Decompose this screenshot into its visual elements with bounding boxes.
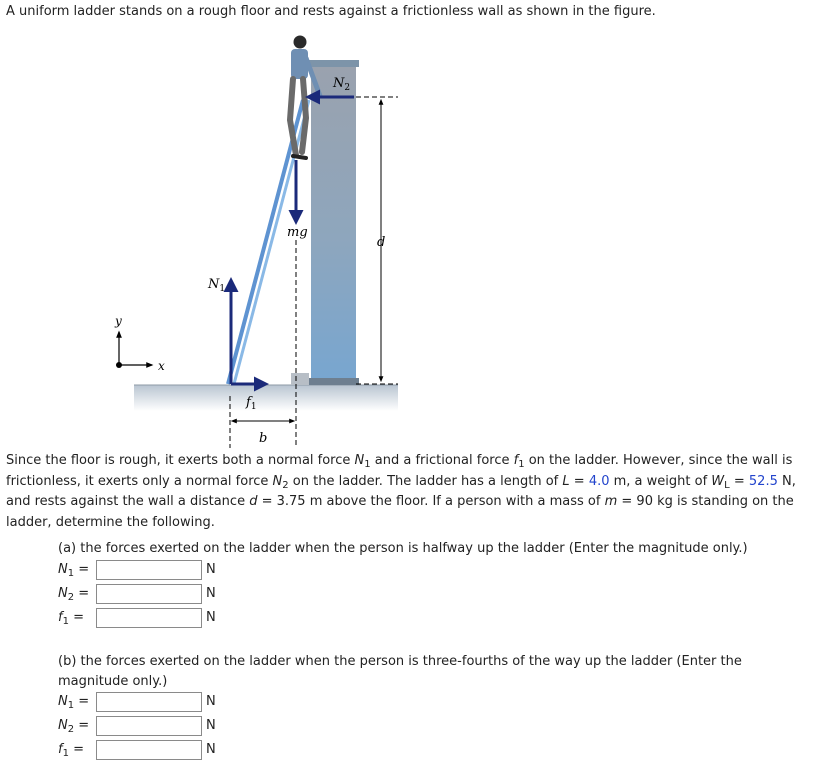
part-a-f1-unit: N: [206, 610, 216, 625]
part-b-n2-input[interactable]: [96, 716, 202, 736]
ladder-length-value: 4.0: [588, 473, 610, 489]
d-label: d: [377, 235, 386, 250]
part-b-n2-label: $N_2$ =: [58, 718, 90, 735]
wall: [311, 64, 356, 380]
part-a-f1-input[interactable]: [96, 608, 202, 628]
part-a-n1-unit: N: [206, 562, 216, 577]
part-b-prompt: (b) the forces exerted on the ladder when the person is three-fourths of the way up the ladder (Enter the magnitude only.): [58, 654, 742, 689]
mg-label: mg: [287, 225, 308, 240]
b-label: b: [259, 431, 268, 446]
part-a-n2-label: $N_2$ =: [58, 586, 90, 603]
problem-intro: A uniform ladder stands on a rough floor and rests against a frictionless wall as shown in the figure.: [6, 4, 656, 19]
n1-label: $N_1$: [208, 277, 226, 294]
problem-paragraph: Since the floor is rough, it exerts both a normal force $N_1$ and a frictional force $f_1$ on the ladder. However, since the wall is frictionless, it exerts only a normal force $N_2$ on the ladder. The ladder has a length of L = 4.0 m, a weight of $W_L = 52.5$ N, and rests against the wall a distance d = 3.75 m above the floor. If a person with a mass of m = 90 kg is standing on the ladder, determine the following.: [6, 453, 796, 530]
part-b-n1-input[interactable]: [96, 692, 202, 712]
ladder-weight-value: 52.5: [748, 473, 778, 489]
part-b-n1-unit: N: [206, 694, 216, 709]
part-a-n2-input[interactable]: [96, 584, 202, 604]
y-axis-label: y: [115, 314, 122, 328]
part-a-prompt: (a) the forces exerted on the ladder when the person is halfway up the ladder (Enter the magnitude only.): [58, 541, 748, 556]
part-a-n1-label: $N_1$ =: [58, 562, 90, 579]
part-b-f1-unit: N: [206, 742, 216, 757]
part-a-n2-unit: N: [206, 586, 216, 601]
wall-cap: [308, 60, 359, 67]
x-axis-label: x: [158, 359, 165, 373]
part-b-n2-unit: N: [206, 718, 216, 733]
f1-label: $f_1$: [246, 395, 257, 412]
part-a-n1-input[interactable]: [96, 560, 202, 580]
part-b-f1-input[interactable]: [96, 740, 202, 760]
ladder-rail-right: [234, 100, 309, 384]
part-b-f1-label: $f_1$ =: [58, 742, 84, 759]
n2-label: $N_2$: [333, 76, 351, 93]
part-b-n1-label: $N_1$ =: [58, 694, 90, 711]
wall-step: [291, 373, 309, 385]
part-a-f1-label: $f_1$ =: [58, 610, 84, 627]
wall-base: [307, 378, 359, 385]
axes-icon: [116, 332, 152, 368]
floor: [134, 385, 398, 411]
